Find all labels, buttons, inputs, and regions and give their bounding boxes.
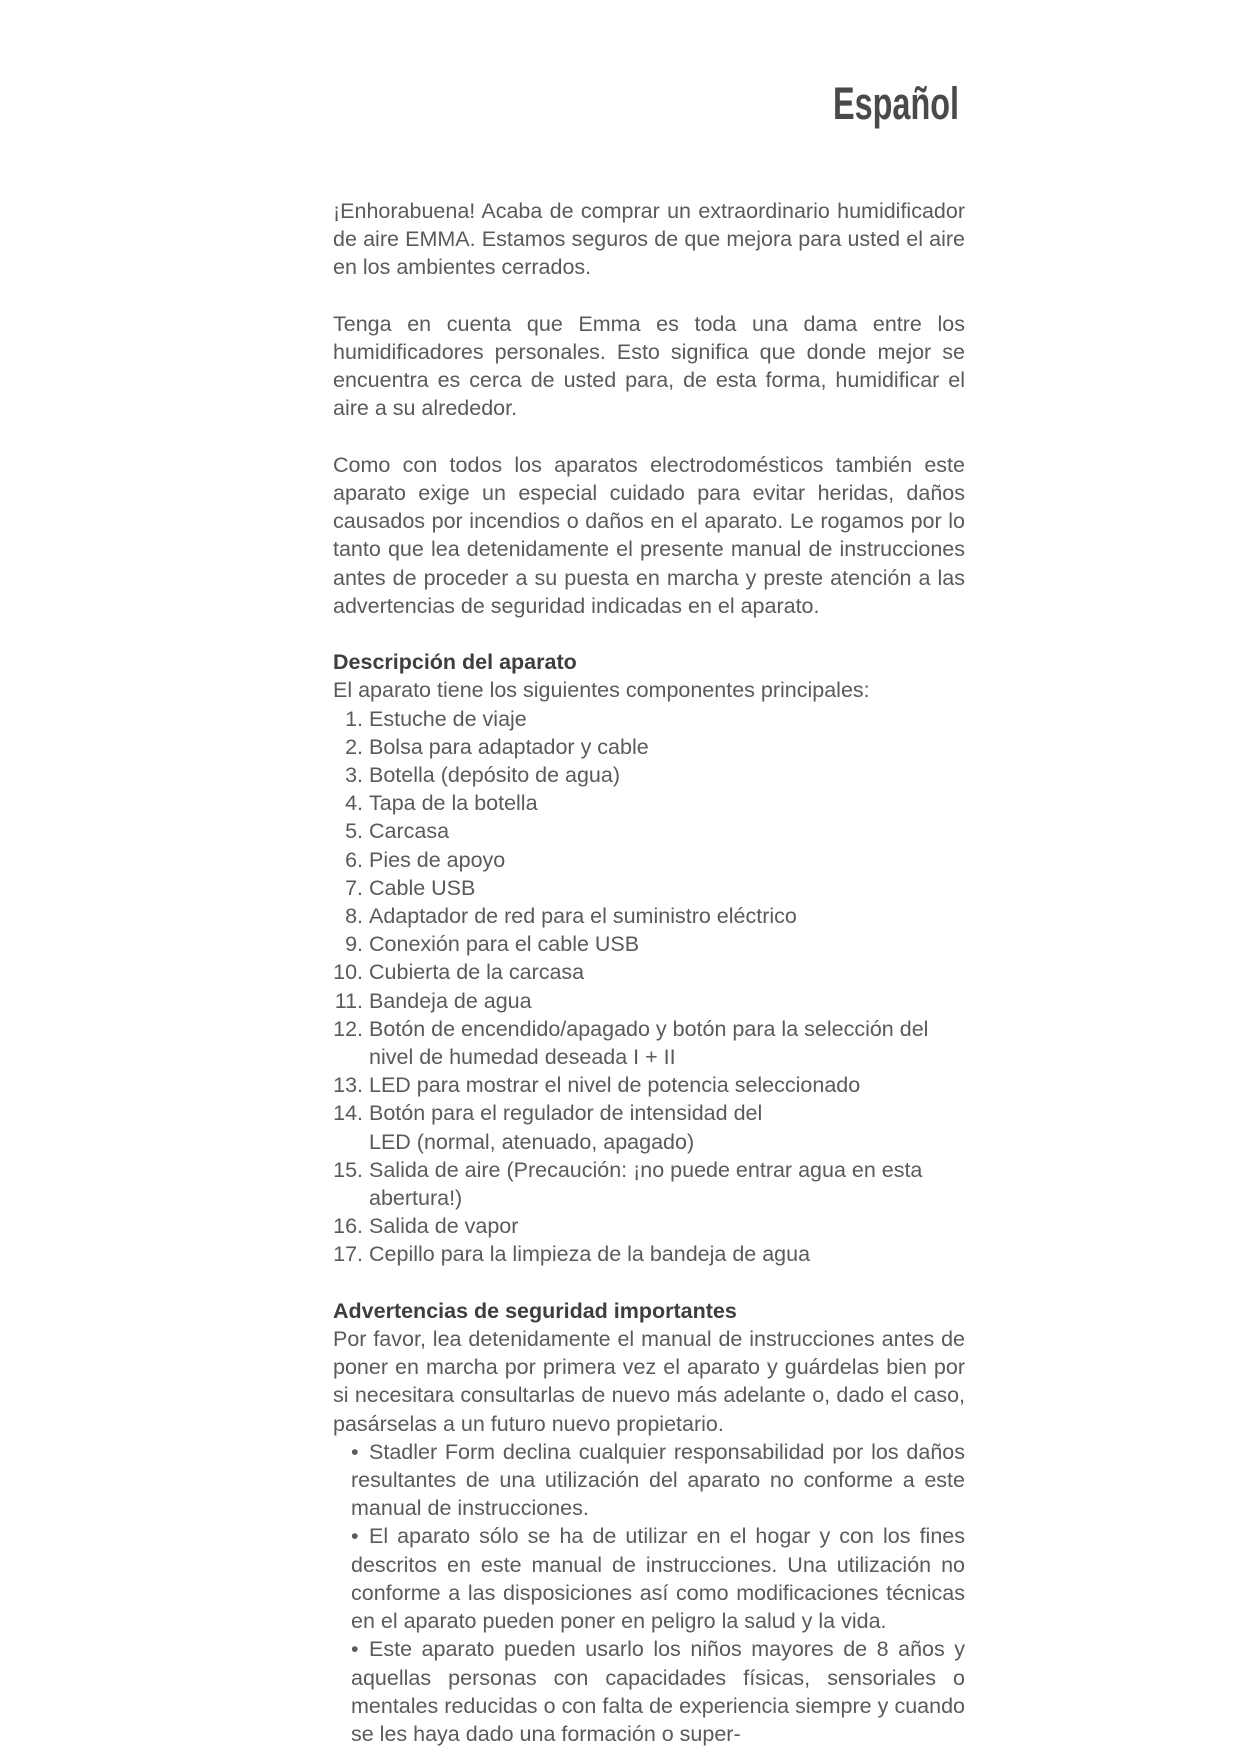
list-item: 10. Cubierta de la carcasa xyxy=(333,960,585,985)
list-item: 17. Cepillo para la limpieza de la bandeja de agua xyxy=(333,1242,811,1267)
list-item: 6. Pies de apoyo xyxy=(345,847,506,872)
list-item: 11. Bandeja de agua xyxy=(334,988,532,1013)
intro-paragraph-3: Como con todos los aparatos electrodomésticos también este aparato exige un especial cuidado para evitar heridas, daños causados por incendios o daños en el aparato. Le rogamos por lo tanto que lea detenidamente el presente manual de instrucciones antes de proceder a su puesta en marcha y preste atención a las advertencias de seguridad indicadas en el aparato. xyxy=(333,452,965,618)
list-item: • Este aparato pueden usarlo los niños mayores de 8 años y aquellas personas con capacidades físicas, sensoriales o mentales reducidas o con falta de experiencia siempre y cuando se les haya dado una formación o super- xyxy=(351,1637,965,1746)
list-item: 4. Tapa de la botella xyxy=(345,791,538,816)
list-item: 13. LED para mostrar el nivel de potencia seleccionado xyxy=(333,1073,861,1098)
list-item: 3. Botella (depósito de agua) xyxy=(345,763,621,788)
list-item: 12. Botón de encendido/apagado y botón para la selección del nivel de humedad deseada I + II xyxy=(333,1016,929,1070)
safety-bullet-list xyxy=(333,1438,965,1748)
description-heading: Descripción del aparato xyxy=(333,650,577,675)
bullet-icon: • xyxy=(351,1439,359,1464)
list-item: 2. Bolsa para adaptador y cable xyxy=(345,734,649,759)
list-item: • El aparato sólo se ha de utilizar en el hogar y con los fines descritos en este manual de instrucciones. Una utilización no conforme a las disposiciones así como modificaciones técnicas en el aparato pueden poner en peligro la salud y la vida. xyxy=(351,1524,965,1634)
list-item: • Stadler Form declina cualquier responsabilidad por los daños resultantes de una utilización del aparato no conforme a este manual de instrucciones. xyxy=(351,1439,965,1521)
safety-heading: Advertencias de seguridad importantes xyxy=(333,1298,737,1323)
list-item: 14. Botón para el regulador de intensidad del LED (normal, atenuado, apagado) xyxy=(333,1101,763,1154)
description-lead: El aparato tiene los siguientes componentes principales: xyxy=(333,678,870,703)
intro-paragraph-1: ¡Enhorabuena! Acaba de comprar un extraordinario humidificador de aire EMMA. Estamos seguros de que mejora para usted el aire en los ambientes cerrados. xyxy=(333,199,965,280)
list-item: 9. Conexión para el cable USB xyxy=(345,932,640,957)
list-item: 16. Salida de vapor xyxy=(333,1214,519,1239)
safety-lead: Por favor, lea detenidamente el manual de instrucciones antes de poner en marcha por primera vez el aparato y guárdelas bien por si necesitara consultarlas de nuevo más adelante o, dado el caso, pasárselas a un futuro nuevo propietario. xyxy=(333,1327,965,1436)
list-item: 15. Salida de aire (Precaución: ¡no puede entrar agua en esta abertura!) xyxy=(333,1157,923,1211)
manual-content xyxy=(333,197,965,1748)
list-item: 1. Estuche de viaje xyxy=(345,706,527,731)
bullet-icon: • xyxy=(351,1637,359,1662)
list-item: 7. Cable USB xyxy=(345,875,476,900)
intro-paragraph-2: Tenga en cuenta que Emma es toda una dama entre los humidificadores personales. Esto significa que donde mejor se encuentra es cerca de usted para, de esta forma, humidificar el aire a su alrededor. xyxy=(333,311,965,421)
list-item: 8. Adaptador de red para el suministro eléctrico xyxy=(345,904,797,929)
component-list xyxy=(333,705,965,1269)
page-language-heading: Español xyxy=(832,78,959,129)
list-item: 5. Carcasa xyxy=(345,819,450,844)
bullet-icon: • xyxy=(351,1524,359,1549)
